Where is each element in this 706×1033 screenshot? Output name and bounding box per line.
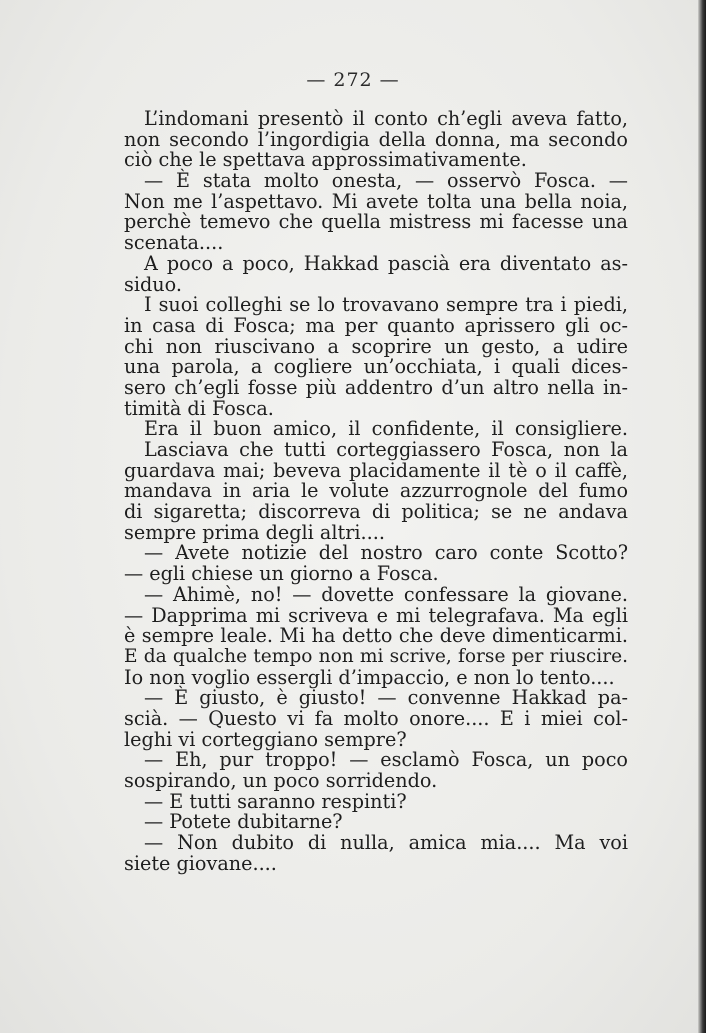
text-line: mandava in aria le volute azzurrognole del fumo xyxy=(124,479,628,503)
text-line: timità di Fosca. xyxy=(124,396,274,420)
text-line: — È stata molto onesta, — osservò Fosca. — xyxy=(144,169,628,193)
text-line: siete giovane.... xyxy=(124,851,277,875)
page-edge-shadow xyxy=(698,0,706,1033)
text-line: — Ahimè, no! — dovette confessare la giovane. xyxy=(144,582,628,606)
text-line: è sempre leale. Mi ha detto che deve dimenticarmi. xyxy=(124,624,628,648)
text-line: una parola, a cogliere un’occhiata, i quali dices- xyxy=(124,355,628,379)
text-line: guardava mai; beveva placidamente il tè o il caffè, xyxy=(124,458,628,482)
text-line: non secondo l’ingordigia della donna, ma secondo xyxy=(124,127,628,151)
text-line: leghi vi corteggiano sempre? xyxy=(124,727,407,751)
text-line: — Dapprima mi scriveva e mi telegrafava. Ma egli xyxy=(124,603,628,627)
text-line: siduo. xyxy=(124,272,182,296)
text-line: — Eh, pur troppo! — esclamò Fosca, un poco xyxy=(144,748,628,772)
text-line: A poco a poco, Hakkad pascià era diventato as- xyxy=(144,251,628,275)
text-line: perchè temevo che quella mistress mi facesse una xyxy=(124,210,628,234)
text-line: scià. — Questo vi fa molto onore.... E i miei col- xyxy=(124,706,628,730)
text-line: Non me l’aspettavo. Mi avete tolta una bella noia, xyxy=(124,189,628,213)
body-text xyxy=(124,109,628,874)
text-line: — E tutti saranno respinti? xyxy=(144,789,407,813)
text-line: di sigaretta; discorreva di politica; se ne andava xyxy=(124,500,628,524)
text-line: ciò che le spettava approssimativamente. xyxy=(124,148,527,172)
text-line: — È giusto, è giusto! — convenne Hakkad pa- xyxy=(144,686,628,710)
text-line: chi non riuscivano a scoprire un gesto, a udire xyxy=(124,334,628,358)
text-line: Lasciava che tutti corteggiassero Fosca, non la xyxy=(144,438,628,461)
text-line: Era il buon amico, il confidente, il consigliere. xyxy=(144,417,628,441)
text-line: sospirando, un poco sorridendo. xyxy=(124,769,438,792)
text-line: E da qualche tempo non mi scrive, forse per riuscire. xyxy=(124,645,628,667)
text-line: scenata.... xyxy=(124,231,224,255)
text-line: sero ch’egli fosse più addentro d’un altro nella in- xyxy=(124,375,628,399)
page-number: — 272 — xyxy=(306,69,400,91)
text-line: I suoi colleghi se lo trovavano sempre tra i piedi, xyxy=(144,293,628,317)
text-line: — egli chiese un giorno a Fosca. xyxy=(124,562,439,586)
text-line: — Potete dubitarne? xyxy=(144,810,343,834)
text-line: — Non dubito di nulla, amica mia.... Ma voi xyxy=(144,831,628,855)
text-line: sempre prima degli altri.... xyxy=(124,520,385,544)
text-line: in casa di Fosca; ma per quanto aprissero gli oc- xyxy=(124,313,628,337)
text-line: L’indomani presentò il conto ch’egli aveva fatto, xyxy=(144,107,628,130)
text-line: Io non voglio essergli d’impaccio, e non lo tento.... xyxy=(124,665,615,689)
text-line: — Avete notizie del nostro caro conte Scotto? xyxy=(144,541,628,565)
